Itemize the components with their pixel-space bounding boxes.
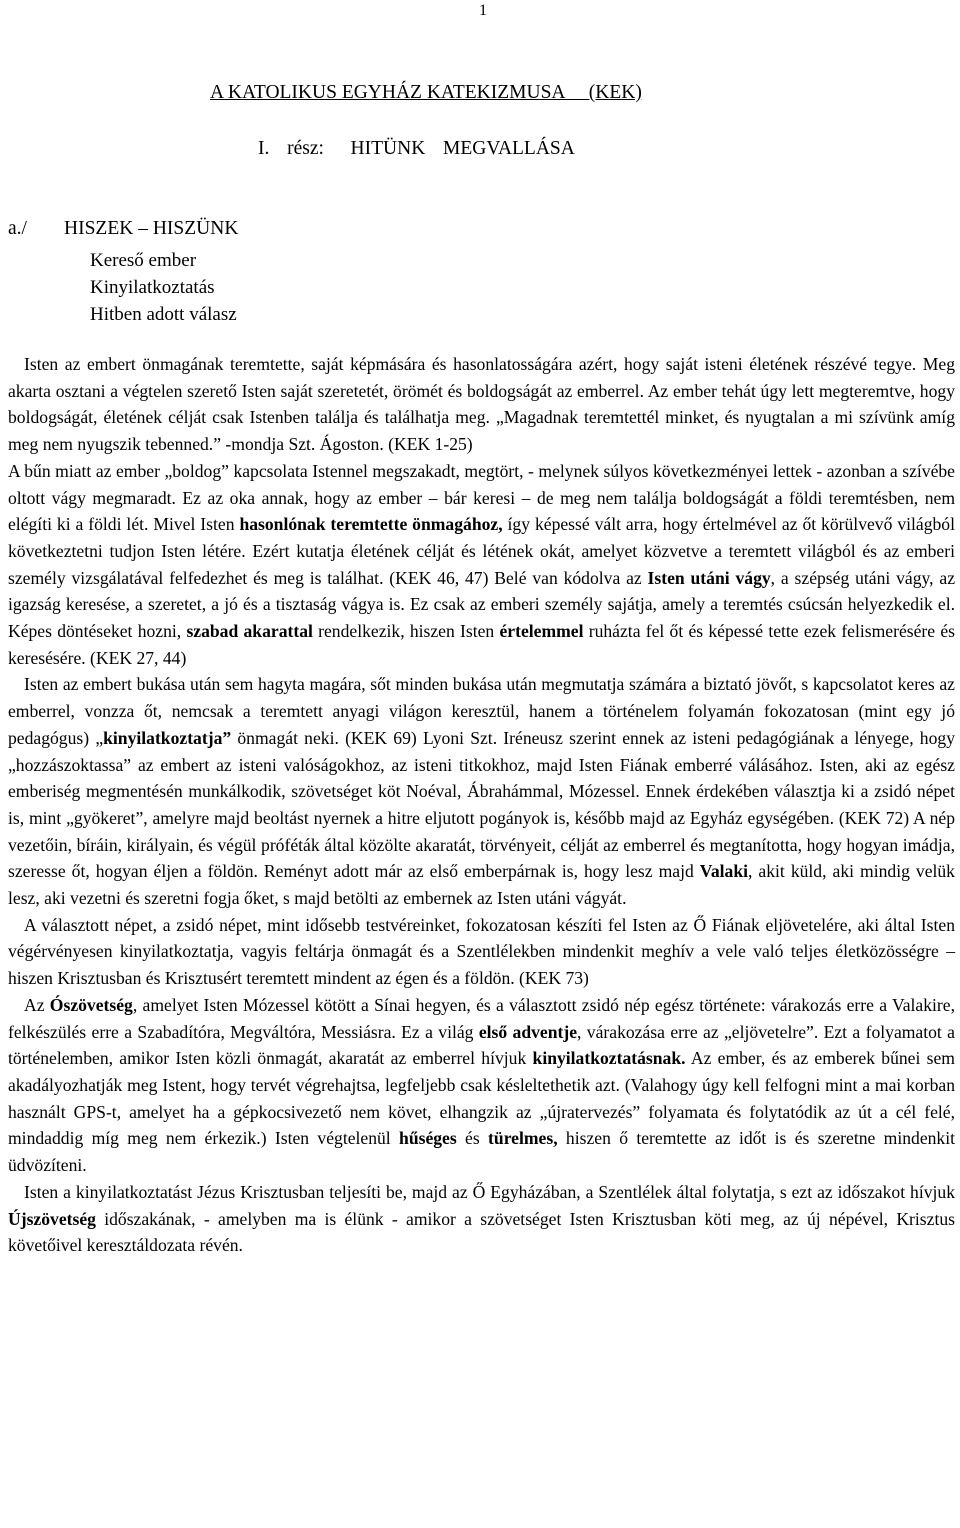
body-paragraph [8,912,955,992]
body-paragraph [8,671,955,911]
paragraph-text: így képessé vált arra, hogy értelmével az őt körülvevő világból következtetni tudjon Isten létére. Ezért kutatja életének célját és létének okát, amelyet közvetve a teremtett világból és az emberi személy vizsgálatával felfedezhet és meg is találhat. (KEK 46, 47) Belé van kódolva az [8,514,955,588]
paragraph-text: és [456,1128,489,1149]
document-title: A KATOLIKUS EGYHÁZ KATEKIZMUSA (KEK) [210,82,642,103]
paragraph-text: A választott népet, a zsidó népet, mint idősebb testvéreinket, fokozatosan készíti fel Isten az Ő Fiának eljövetelére, aki által Isten végérvényesen kinyilatkoztatja, vagyis feltárja önmagát és a Szentlélekben mindenkit meghív a vele való teljes életközösségre – hiszen Krisztusban és Krisztusért teremtett mindent az égen és a földön. (KEK 73) [8,914,955,989]
paragraph-text: Az [24,994,50,1015]
emphasized-text: kinyilatkoztatja” [103,727,232,748]
body-paragraph [8,351,955,458]
section-heading [8,218,238,240]
emphasized-text: Újszövetség [8,1208,96,1229]
paragraph-text: , várakozása erre az „eljövetelre”. Ezt a folyamatot a történelemben, amikor Isten közli önmagát, akaratát az emberrel hívjuk [8,1021,955,1069]
paragraph-text: , akit küld, aki mindig velük lesz, aki vezetni és szeretni fogja őket, s majd betölti az embernek az Isten utáni vágyát. [8,861,955,909]
paragraph-text: ruházta fel őt és képessé tette ezek felismerésére és keresésére. (KEK 27, 44) [8,621,956,668]
paragraph-text: , amelyet Isten Mózessel kötött a Sínai hegyen, és a választott zsidó nép egész története: várakozás erre a Valakire, felkészülés erre a Szabadítóra, Megváltóra, Messiásra. Ez a világ [8,994,955,1042]
topic-item: Kinyilatkoztatás [90,277,215,298]
document-subtitle: I. rész: HITÜNK MEGVALLÁSA [258,138,575,159]
emphasized-text: értelemmel [499,621,584,642]
paragraph-text: hiszen ő teremtette az időt is és szeretne mindenkit üdvözíteni. [8,1128,956,1176]
paragraph-text: időszakának, - amelyben ma is élünk - amikor a szövetséget Isten Krisztusban köti meg, az új népével, Krisztus követőivel keresztáldozata révén. [8,1208,955,1256]
topic-item: Kereső ember [90,250,197,271]
paragraph-text: Isten az embert önmagának teremtette, saját képmására és hasonlatosságára azért, hogy saját isteni életének részévé tegye. Meg akarta osztani a végtelen szerető Isten saját szeretetét, örömét és boldogságát az emberrel. Az ember tehát úgy lett megteremtve, hogy boldogságát, életének célját csak Istenben találja és találhatja meg. „Magadnak teremtettél minket, és nyugtalan a mi szívünk amíg meg nem nyugszik tebenned.” -mondja Szt. Ágoston. (KEK 1-25) [8,354,955,455]
body-paragraph [8,1179,955,1259]
emphasized-text: kinyilatkoztatásnak. [532,1048,686,1069]
emphasized-text: Ószövetség [49,994,133,1015]
emphasized-text: szabad akarattal [186,621,313,642]
paragraph-text: rendelkezik, hiszen Isten [312,621,500,642]
section-topic-list [90,247,237,328]
paragraph-text: , a szépség utáni vágy, az igazság keresése, a szeretet, a jó és a tisztaság vágya is. Ez csak az emberi személy sajátja, amely a teremtés csúcsán helyezkedik el. Képes döntéseket hozni, [8,567,956,642]
emphasized-text: Isten utáni vágy [647,567,771,588]
emphasized-text: hűséges [399,1128,457,1149]
paragraph-text: A bűn miatt az ember „boldog” kapcsolata Istennel megszakadt, megtört, - melynek súlyos következményei lettek - azonban a szívébe oltott vágy megmaradt. Ez az oka annak, hogy az ember – bár keresi – de meg nem találja boldogságát a földi teremtésben, nem elégíti ki a földi lét. Mivel Isten [8,460,955,535]
section-title: HISZEK – HISZÜNK [64,218,239,239]
emphasized-text: türelmes, [488,1128,558,1149]
body-paragraph [8,458,955,672]
section-number: a./ [8,218,27,239]
paragraph-text: Isten az embert bukása után sem hagyta magára, sőt minden bukása után megmutatja számára a biztató jövőt, s kapcsolatot keres az emberrel, vonzza őt, nemcsak a teremtett anyagi világon keresztül, hanem a történelem folyamán fokozatosan (mint egy jó pedagógus) „ [8,674,955,748]
paragraph-text: önmagát neki. (KEK 69) Lyoni Szt. Iréneusz szerint ennek az isteni pedagógiának a lényege, hogy „hozzászoktassa” az embert az isteni valóságokhoz, az isteni titkokhoz, majd Isten Fiának emberré válásához. Isten, aki az egész emberiség megmentésén munkálkodik, szövetséget köt Noéval, Ábrahámmal, Mózessel. Ennek érdekében választja ki a zsidó népet is, mint „gyökeret”, amelyre majd beoltást nyernek a hitre eljutott pogányok is, később majd az Egyház egységében. (KEK 72) A nép vezetőin, bíráin, királyain, és végül próféták által közölte akaratát, törvényeit, célját az emberrel és megtanította, hogy hogyan imádja, szeresse őt, hogyan éljen a földön. Reményt adott már az első emberpárnak is, hogy lesz majd [8,727,955,882]
page-number: 1 [479,2,487,19]
body-paragraph [8,992,955,1179]
topic-item: Hitben adott válasz [90,304,237,325]
document-body [8,351,955,1259]
paragraph-text: Isten a kinyilatkoztatást Jézus Krisztusban teljesíti be, majd az Ő Egyházában, a Szentlélek által folytatja, s ezt az időszakot hívjuk [24,1181,955,1202]
emphasized-text: első adventje [478,1021,578,1042]
paragraph-text: Az ember, és az emberek bűnei sem akadályozhatják meg Istent, hogy tervét végrehajtsa, legfeljebb csak késleltethetik azt. (Valahogy úgy kell felfogni mint a mai korban használt GPS-t, amelyet ha a gépkocsivezető nem követ, elhangzik az „újratervezés” folyamata és folytatódik az út a cél felé, mindaddig míg meg nem érkezik.) Isten végtelenül [8,1048,955,1149]
emphasized-text: Valaki [699,861,749,882]
emphasized-text: hasonlónak teremtette önmagához, [239,514,503,535]
